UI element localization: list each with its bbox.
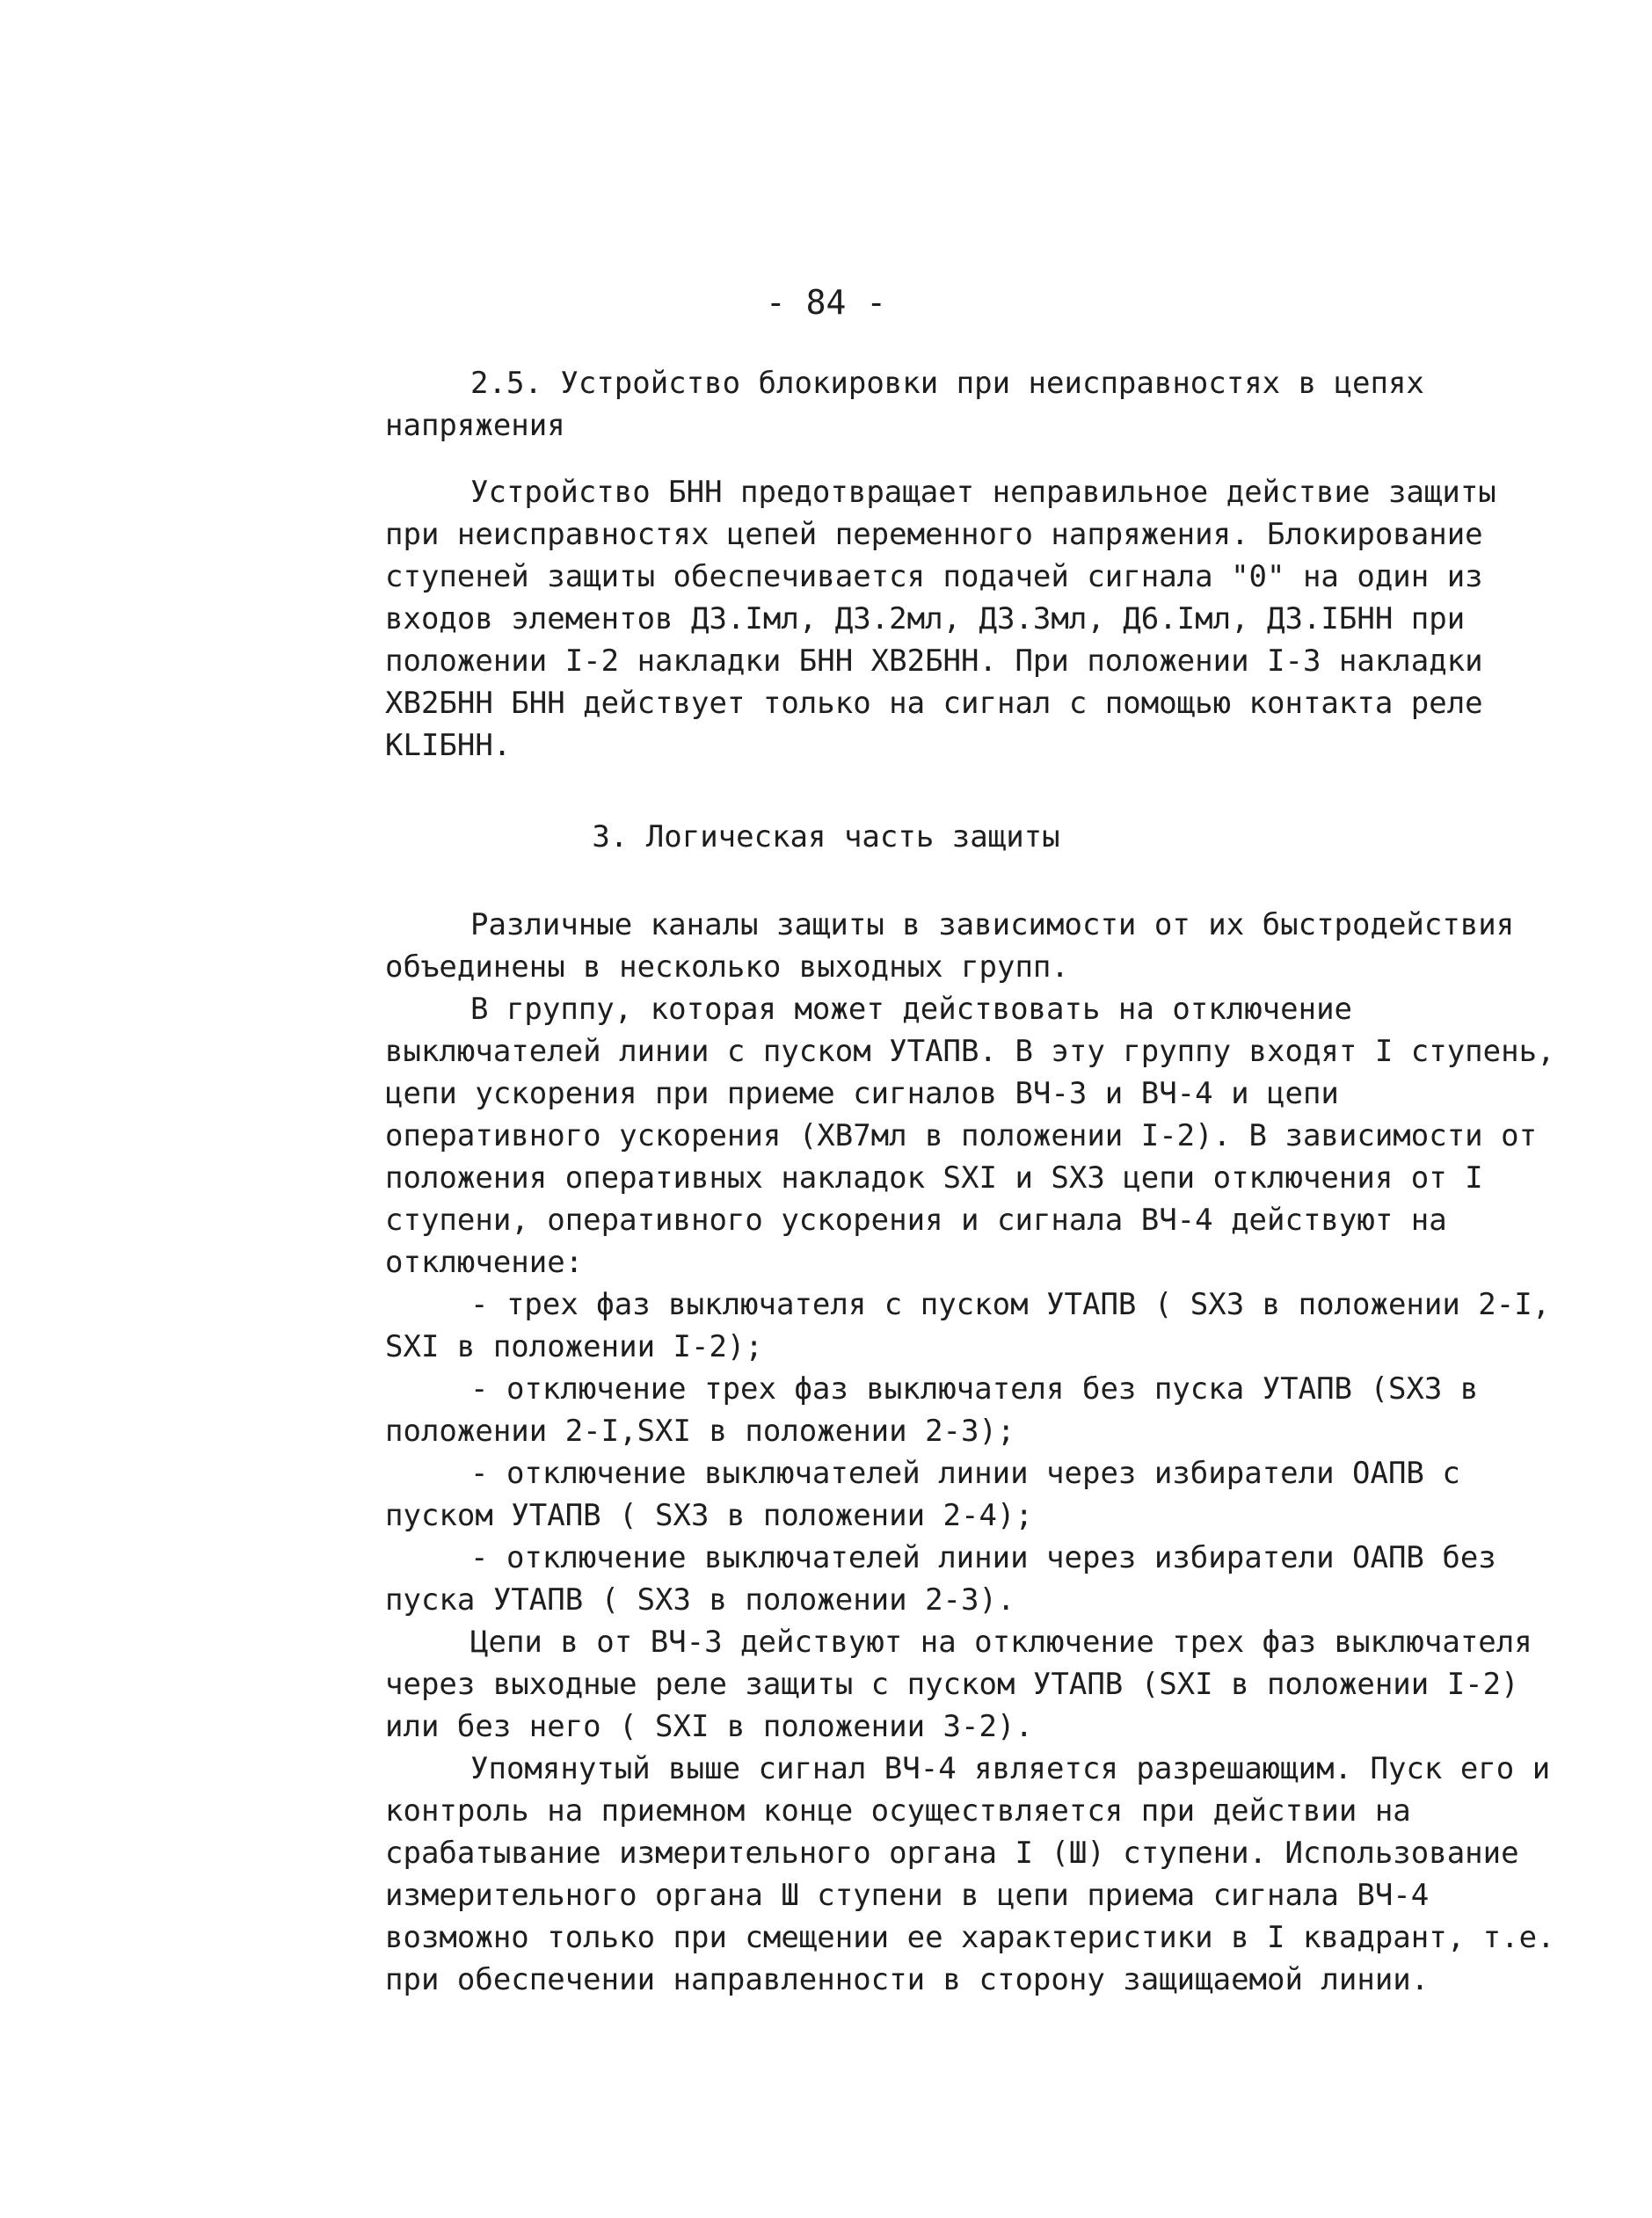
section-heading-text: 2.5. Устройство блокировки при неисправностях в цепях напряжения xyxy=(385,366,1424,443)
list-item: - отключение выключателей линии через избиратели ОАПВ без пуска УТАПВ ( SX3 в положении 2-3). xyxy=(385,1540,1496,1618)
chapter-body xyxy=(385,904,1563,2001)
page-number: - 84 - xyxy=(765,283,887,322)
paragraph: Упомянутый выше сигнал ВЧ-4 является разрешающим. Пуск его и контроль на приемном конце осуществляется при действии на срабатывание измерительного органа I (Ш) ступени. Использование измерительного органа Ш ступени в цепи приема сигнала ВЧ-4 возможно только при смещении ее характеристики в I квадрант, т.е. при обеспечении направленности в сторону защищаемой линии. xyxy=(385,1751,1555,1997)
paragraph: Цепи в от ВЧ-3 действуют на отключение трех фаз выключателя через выходные реле защиты с пуском УТАПВ (SXI в положении I-2) или без него ( SXI в положении 3-2). xyxy=(385,1625,1532,1744)
list-item: - трех фаз выключателя с пуском УТАПВ ( SX3 в положении 2-I, SXI в положении I-2); xyxy=(385,1287,1551,1364)
section-paragraph: Устройство БНН предотвращает неправильное действие защиты при неисправностях цепей переменного напряжения. Блокирование ступеней защиты обеспечивается подачей сигнала "0" на один из входов элементов ДЗ.Iмл, ДЗ.2мл, ДЗ.3мл, Д6.Iмл, ДЗ.IБНН при положении I-2 накладки БНН ХВ2БНН. При положении I-3 накладки ХВ2БНН БНН действует только на сигнал с помощью контакта реле KLIБНН. xyxy=(385,475,1496,763)
section-heading xyxy=(385,362,1563,447)
chapter-heading: 3. Логическая часть защиты xyxy=(592,819,1060,854)
list-item: - отключение трех фаз выключателя без пуска УТАПВ (SX3 в положении 2-I,SXI в положении 2-3); xyxy=(385,1371,1479,1449)
paragraph: В группу, которая может действовать на отключение выключателей линии с пуском УТАПВ. В эту группу входят I ступень, цепи ускорения при приеме сигналов ВЧ-3 и ВЧ-4 и цепи оперативного ускорения (ХВ7мл в положении I-2). В зависимости от положения оперативных накладок SXI и SX3 цепи отключения от I ступени, оперативного ускорения и сигнала ВЧ-4 действуют на отключение: xyxy=(385,992,1555,1280)
list-item: - отключение выключателей линии через избиратели ОАПВ с пуском УТАПВ ( SX3 в положении 2-4); xyxy=(385,1456,1460,1533)
section-body xyxy=(385,471,1563,767)
paragraph: Различные каналы защиты в зависимости от их быстродействия объединены в несколько выходных групп. xyxy=(385,907,1515,985)
